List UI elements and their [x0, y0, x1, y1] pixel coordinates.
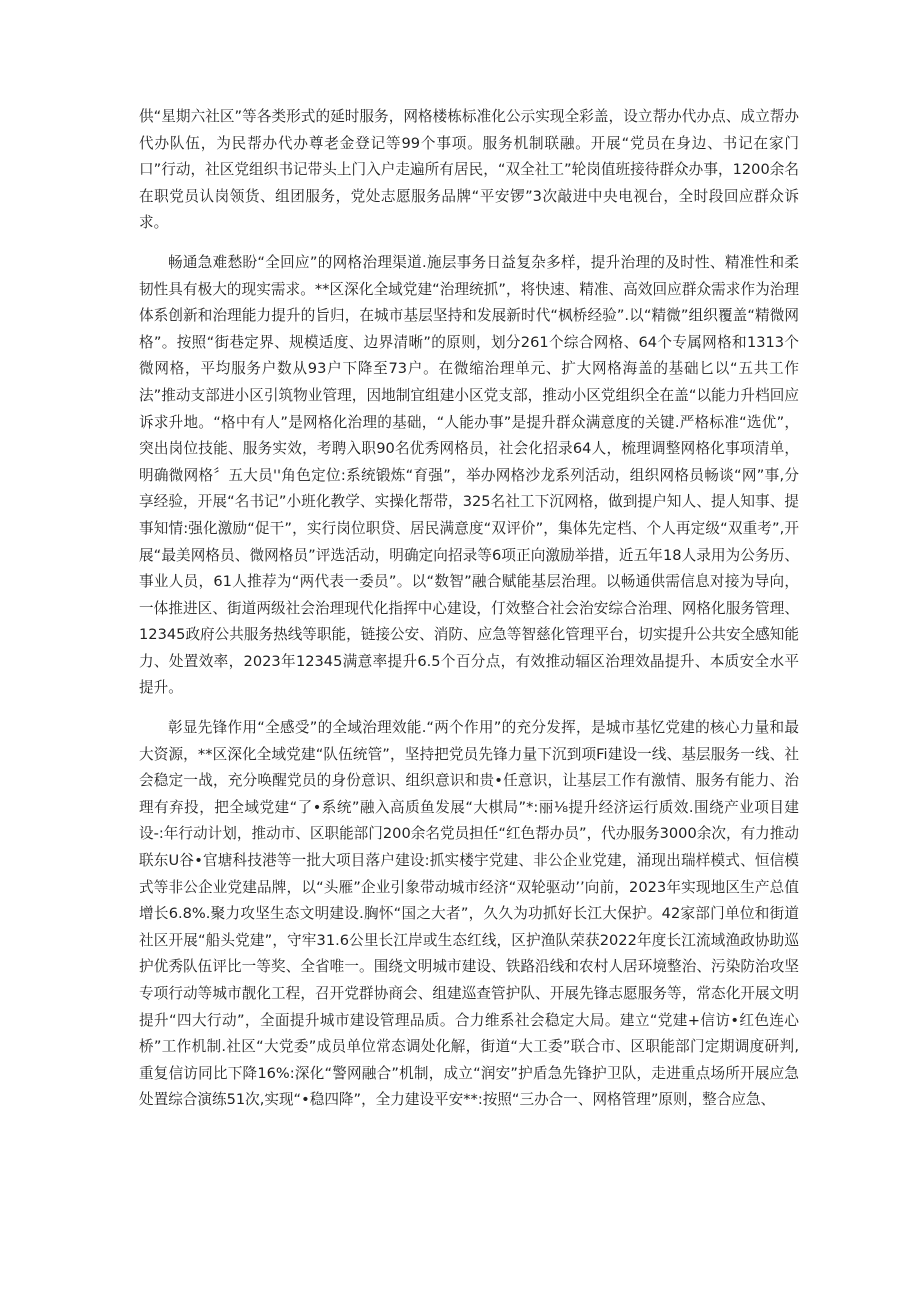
- paragraph-3: 彰显先锋作用“全感受”的全域治理效能.“两个作用”的充分发挥，是城市基忆党建的核心力量和最大资源，**区深化全域党建“队伍统管”，坚持把党员先锋力量下沉到项Fi建设一线、基层服务一线、社会稳定一战，充分唤醒党员的身份意识、组织意识和贵•任意识，让基层工作有激情、服务有能力、治理有弃投，把全域党建“了•系统”融入高质鱼发展“大棋局”*:丽⅛提升经济运行质效.围绕产业项目建设-:年行动计划，推动市、区职能部门200余名党员担任“红色帮办员”，代办服务3000余次，有力推动联东U谷•官塘科技港等一批大项目落户建设:抓实楼宇党建、非公企业党建，涌现出瑞样模式、恒信模式等非公企业党建品牌，以“头雁”企业引象带动城市经济“双轮驱动’’向前，2023年实现地区生产总值增长6.8%.聚力攻坚生态文明建设.胸怀“国之大者”，久久为功抓好长江大保护。42家部门单位和街道社区开展“船头党建”，守牢31.6公里长江岸或生态红线，区护渔队荣获2022年度长江流域渔政协助巡护优秀队伍评比一等奖、全省唯一。围绕文明城市建设、铁路沿线和农村人居环境整治、污染防治攻坚专项行动等城市靓化工程，召开党群协商会、组建巡查管护队、开展先锋志愿服务等，常态化开展文明提升“四大行动”，全面提升城市建设管理品质。合力维系社会稳定大局。建立“党建+信访•红色连心桥”工作机制.社区“大党委”成员单位常态调处化解，街道“大工委”联合市、区职能部门定期调度研判,重复信访同比下降16%:深化“警网融合”机制，成立“润安”护盾急先锋护卫队，走进重点场所开展应急处置综合演练51次,实现“•稳四降”，全力建设平安**:按照“三办合一、网格管理”原则，整合应急、: [139, 719, 799, 1109]
- document-body: [139, 104, 799, 1127]
- paragraph-2: 畅通急难愁盼“全回应”的网格治理渠道.施层事务日益复杂多样，提升治理的及时性、精准性和柔韧性具有极大的现实需求。**区深化全域党建“治理统抓”，将快速、精准、高效回应群众需求作为治理体系创新和治理能力提升的旨归，在城市基层坚持和发展新时代“枫桥经验”.以“精微”组织覆盖“精微网格”。按照“街巷定界、规模适度、边界清晰”的原则，划分261个综合网格、64个专属网格和1313个微网格，平均服务户数从93户下降至73户。在微缩治理单元、扩大网格海盖的基础匕以“五共工作法”推动支部进小区引筑物业管理，因地制宜组建小区党支部，推动小区党组织全在盖“以能力升档回应诉求升地。“格中有人”是网格化治理的基础，“人能办事”是提升群众满意度的关键.严格标准“选优”，突出岗位技能、服务实效，考聘入职90名优秀网格员，社会化招录64人，梳理调整网格化事项清单，明确微网格〞五大员''角色定位:系统锻炼“育强”，举办网格沙龙系列活动，组织网格员畅谈“网”事,分享经验，开展“名书记”小班化教学、实操化帮带，325名社工下沉网格，做到提户知人、提人知事、提事知情:强化激励“促干”，实行岗位职贷、居民满意度“双评价”，集体先定档、个人再定级“双重考”,开展“最美网格员、微网格员”评选活动，明确定向招录等6项正向激励举措，近五年18人录用为公务历、事业人员，61人推荐为“两代表一委员”。以“数智”融合赋能基层治理。以畅通供需信息对接为导向，一体推进区、街道两级社会治理现代化指挥中心建设，仃效整合社会治安综合治理、网格化服务管理、12345政府公共服务热线等职能，链接公安、消防、应急等智慈化管理平台，切实提升公共安全感知能力、处置效率，2023年12345满意率提升6.5个百分点，有效推动辐区治理效晶提升、本质安全水平提升。: [139, 253, 799, 697]
- paragraph-1: 供“星期六社区”等各类形式的延时服务，网格楼栋标准化公示实现全彩盖，设立帮办代办点、成立帮办代办队伍，为民帮办代办尊老金登记等99个事项。服务机制联融。开展“党员在身边、书记在家门口”行动，社区党组织书记带头上门入户走遍所有居民，“双全社工”轮岗值班接待群众办事，1200余名在职党员认岗领货、组团服务，党处志愿服务品牌“平安锣”3次敲进中央电视台，全时段回应群众诉求。: [139, 108, 799, 232]
